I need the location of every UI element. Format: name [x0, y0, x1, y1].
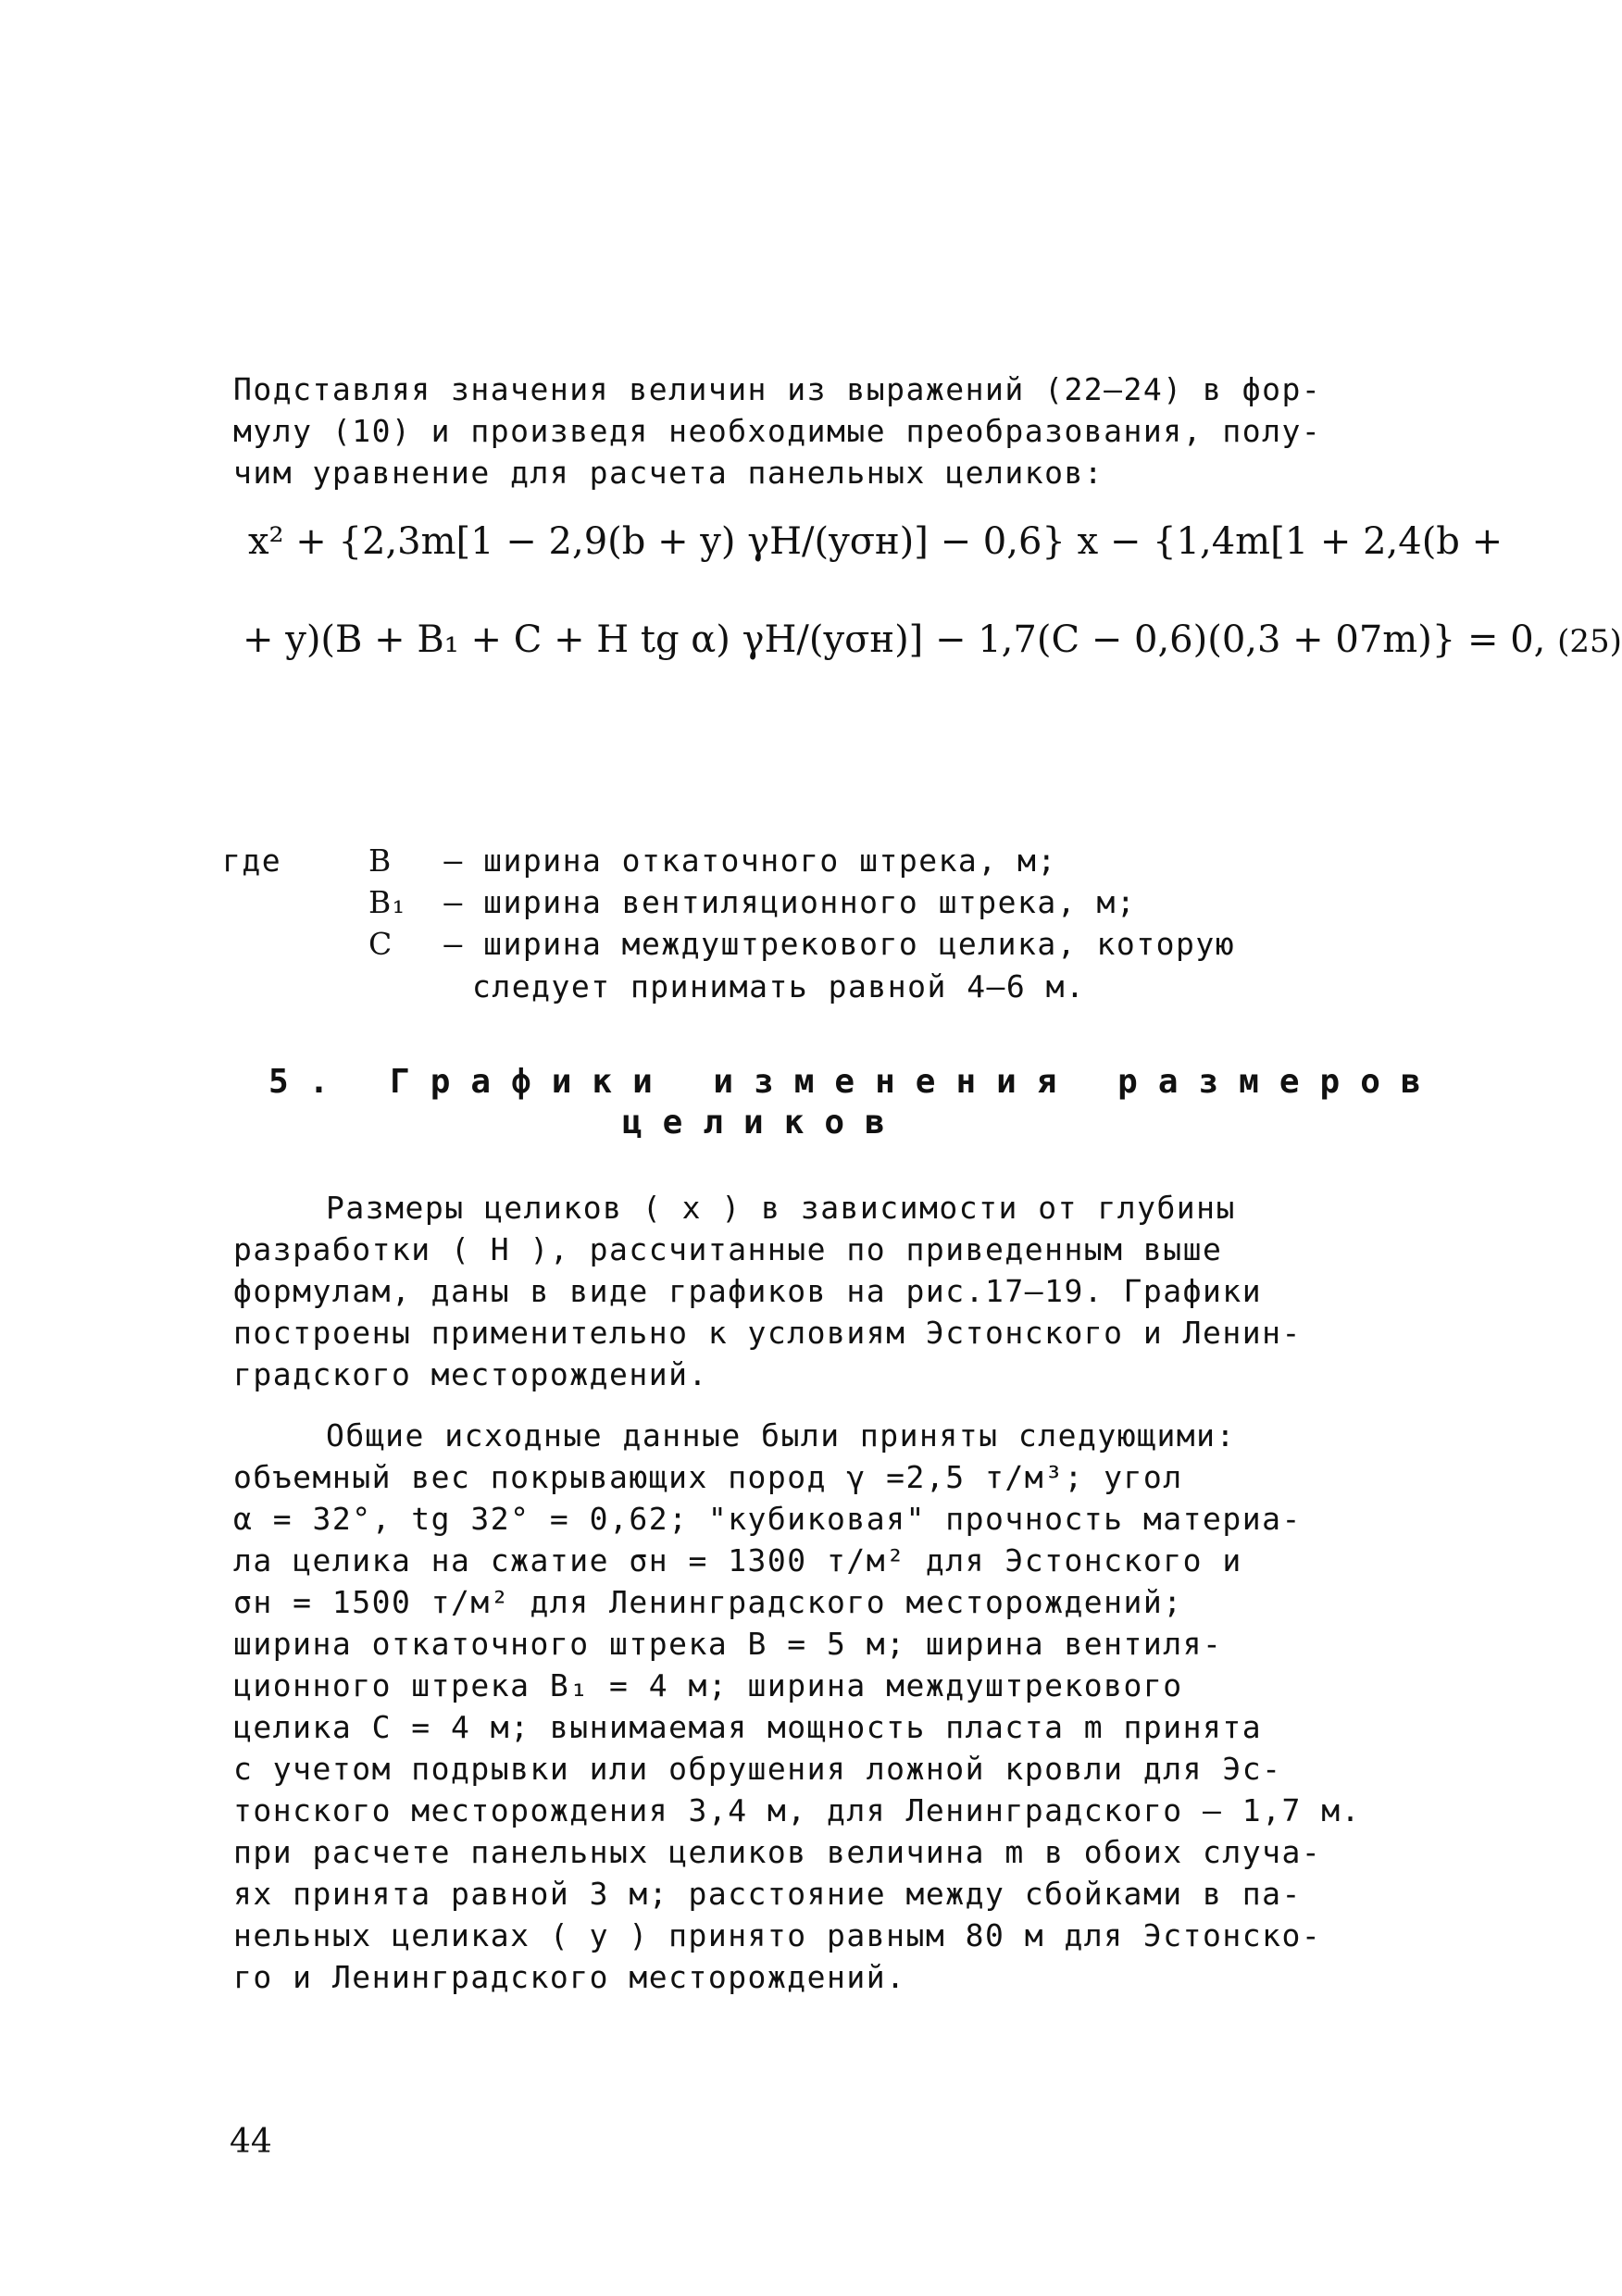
legend-symbol: C — [368, 926, 393, 962]
intro-line: мулу (10) и произведя необходимые преобразования, полу- — [233, 413, 1322, 449]
intro-line: Подставляя значения величин из выражений (22–24) в фор- — [233, 371, 1322, 407]
body-line: ях принята равной 3 м; расстояние между сбойками в па- — [233, 1876, 1302, 1912]
formula-number: (25) — [1557, 623, 1622, 660]
section-title-continuation: целиков — [622, 1104, 905, 1142]
body-line: построены применительно к условиям Эстонского и Ленин- — [233, 1315, 1302, 1351]
body-paragraph-2 — [233, 1415, 1391, 1998]
legend-text: – ширина откаточного штрека, м; — [443, 842, 1057, 879]
body-line: α = 32°, tg 32° = 0,62; "кубиковая" прочность материа- — [233, 1501, 1302, 1537]
body-line: с учетом подрывки или обрушения ложной кровли для Эс- — [233, 1751, 1282, 1787]
legend-item — [368, 884, 1136, 920]
formula-line-1: x² + {2,3m[1 − 2,9(b + y) γH/(yσн)] − 0,6} x − {1,4m[1 + 2,4(b + — [248, 520, 1503, 563]
body-line: Общие исходные данные были приняты следующими: — [326, 1417, 1236, 1454]
body-line: Размеры целиков ( x ) в зависимости от глубины — [326, 1190, 1236, 1226]
body-line: ла целика на сжатие σн = 1300 т/м² для Эстонского и — [233, 1542, 1242, 1578]
formula-line-2 — [243, 618, 1622, 661]
legend-item — [368, 842, 1057, 879]
legend-symbol: B₁ — [368, 884, 406, 920]
body-paragraph-1 — [233, 1187, 1391, 1395]
legend-text: – ширина междуштрекового целика, которую — [443, 926, 1236, 962]
intro-line: чим уравнение для расчета панельных целиков: — [233, 455, 1104, 491]
legend-item — [368, 926, 1235, 962]
body-line: разработки ( H ), рассчитанные по приведенным выше — [233, 1231, 1223, 1267]
body-line: ционного штрека B₁ = 4 м; ширина междуштрекового — [233, 1667, 1183, 1703]
body-line: объемный вес покрывающих пород γ =2,5 т/м³; угол — [233, 1459, 1183, 1495]
body-line: формулам, даны в виде графиков на рис.17–19. Графики — [233, 1273, 1263, 1309]
body-line: при расчете панельных целиков величина m в обоих случа- — [233, 1834, 1322, 1870]
section-title: 5. Графики изменения размеров — [268, 1063, 1441, 1101]
legend-continuation: следует принимать равной 4–6 м. — [472, 968, 1086, 1004]
page-number: 44 — [230, 2123, 272, 2161]
legend-where-label: где — [222, 842, 282, 879]
body-line: нельных целиках ( y ) принято равным 80 м для Эстонско- — [233, 1917, 1322, 1953]
body-line: целика C = 4 м; вынимаемая мощность пласта m принята — [233, 1709, 1263, 1745]
body-line: σн = 1500 т/м² для Ленинградского месторождений; — [233, 1584, 1183, 1620]
formula-line-2-text: + y)(B + B₁ + C + H tg α) γH/(yσн)] − 1,7(C − 0,6)(0,3 + 07m)} = 0, — [243, 618, 1546, 661]
body-line: градского месторождений. — [233, 1356, 708, 1392]
body-line: тонского месторождения 3,4 м, для Ленинградского – 1,7 м. — [233, 1792, 1361, 1828]
body-line: го и Ленинградского месторождений. — [233, 1959, 906, 1995]
legend-symbol: B — [368, 842, 393, 879]
legend-text: – ширина вентиляционного штрека, м; — [443, 884, 1137, 920]
body-line: ширина откаточного штрека B = 5 м; ширина вентиля- — [233, 1626, 1223, 1662]
intro-paragraph — [233, 368, 1400, 493]
